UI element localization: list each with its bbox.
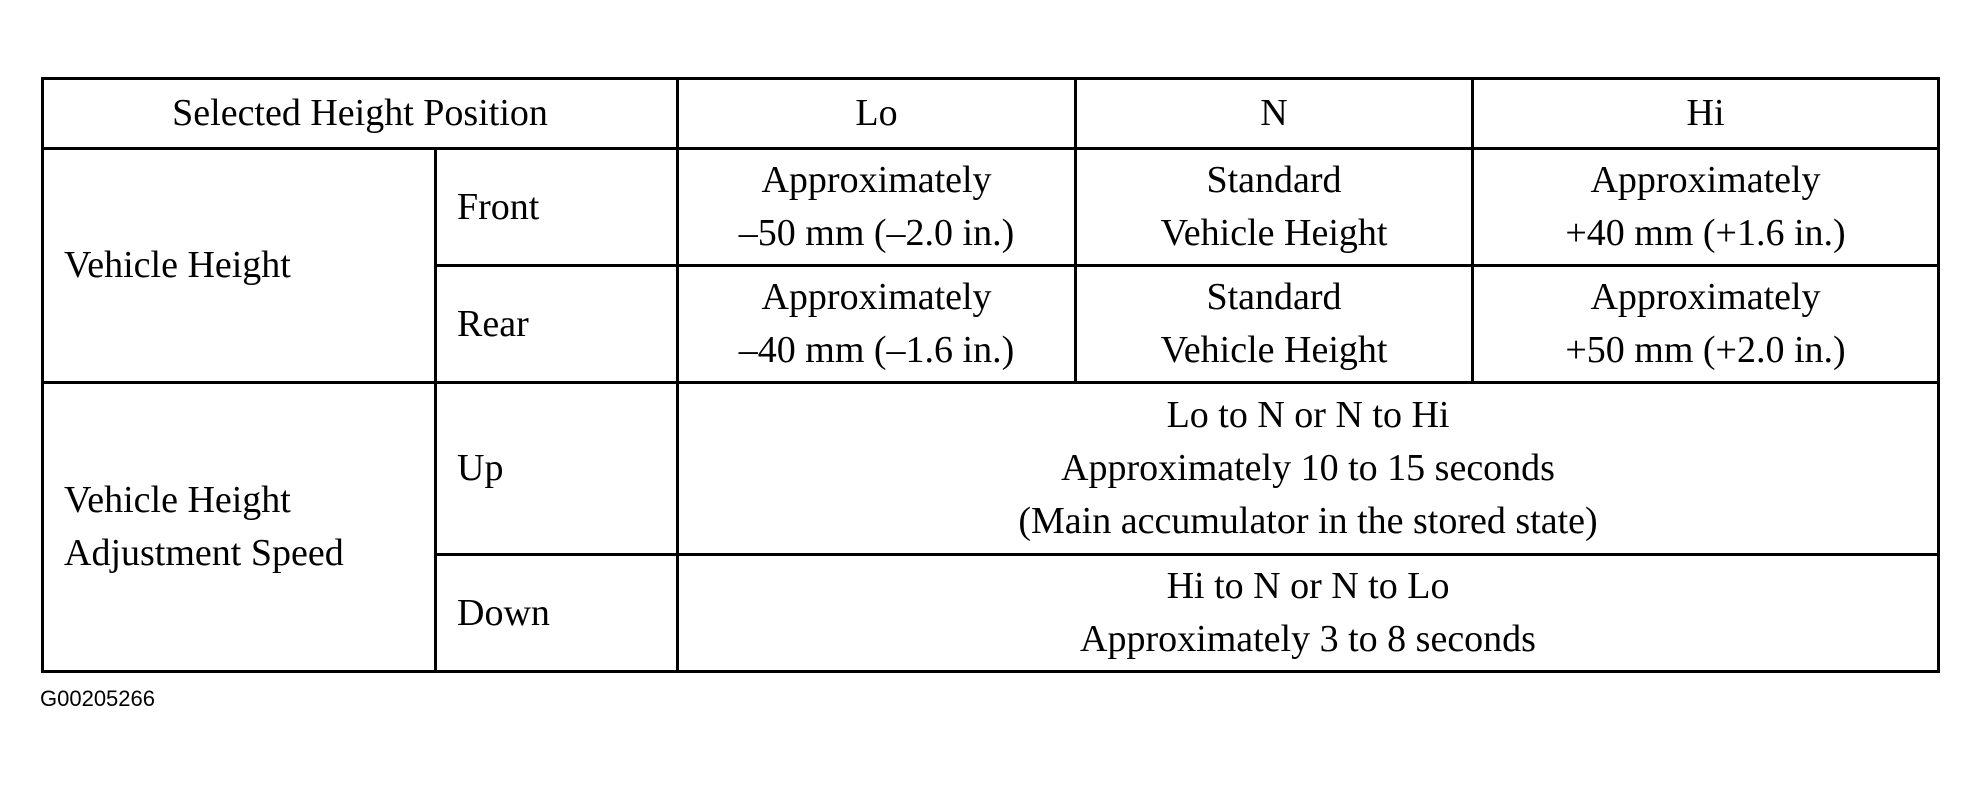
sub-label-down xyxy=(436,555,678,672)
cell-line: –40 mm (–1.6 in.) xyxy=(738,329,1015,371)
cell-line: Approximately xyxy=(761,276,992,318)
header-position-label: Selected Height Position xyxy=(172,92,548,134)
cell-rear-lo xyxy=(678,266,1076,383)
cell-line: Approximately 3 to 8 seconds xyxy=(1080,618,1536,660)
rear-label: Rear xyxy=(457,302,529,345)
adjustment-speed-label-line: Vehicle Height xyxy=(64,479,291,521)
table-row-front xyxy=(43,149,1939,266)
cell-line: +40 mm (+1.6 in.) xyxy=(1565,212,1846,254)
header-n-label: N xyxy=(1260,92,1288,134)
row-label-adjustment-speed xyxy=(43,383,436,672)
cell-line: Approximately xyxy=(761,159,992,201)
cell-line: Approximately xyxy=(1590,159,1821,201)
header-hi-label: Hi xyxy=(1686,92,1725,134)
cell-front-hi xyxy=(1473,149,1939,266)
front-label: Front xyxy=(457,185,540,228)
cell-line: Standard xyxy=(1206,276,1342,318)
cell-rear-hi xyxy=(1473,266,1939,383)
cell-line: +50 mm (+2.0 in.) xyxy=(1565,329,1846,371)
cell-line: (Main accumulator in the stored state) xyxy=(1018,500,1598,542)
header-lo xyxy=(678,79,1076,149)
sub-label-front xyxy=(436,149,678,266)
cell-rear-n xyxy=(1076,266,1473,383)
row-label-vehicle-height xyxy=(43,149,436,383)
cell-line: Approximately 10 to 15 seconds xyxy=(1061,447,1555,489)
header-lo-label: Lo xyxy=(855,92,898,134)
header-hi xyxy=(1473,79,1939,149)
down-label: Down xyxy=(457,591,550,634)
adjustment-speed-label-line: Adjustment Speed xyxy=(64,532,344,574)
cell-line: Vehicle Height xyxy=(1160,212,1388,254)
cell-line: –50 mm (–2.0 in.) xyxy=(738,212,1015,254)
cell-up-speed xyxy=(678,383,1939,555)
up-label: Up xyxy=(457,447,504,489)
header-n xyxy=(1076,79,1473,149)
cell-line: Vehicle Height xyxy=(1160,329,1388,371)
cell-line: Hi to N or N to Lo xyxy=(1166,565,1450,607)
cell-line: Lo to N or N to Hi xyxy=(1166,394,1450,436)
sub-label-up xyxy=(436,383,678,555)
header-selected-height-position xyxy=(43,79,678,149)
cell-line: Standard xyxy=(1206,159,1342,201)
table-row-up xyxy=(43,383,1939,555)
sub-label-rear xyxy=(436,266,678,383)
cell-down-speed xyxy=(678,555,1939,672)
header-row xyxy=(43,79,1939,149)
cell-front-lo xyxy=(678,149,1076,266)
vehicle-height-spec-table xyxy=(41,77,1940,673)
figure-id: G00205266 xyxy=(40,686,155,711)
cell-front-n xyxy=(1076,149,1473,266)
vehicle-height-label: Vehicle Height xyxy=(64,244,291,286)
cell-line: Approximately xyxy=(1590,276,1821,318)
